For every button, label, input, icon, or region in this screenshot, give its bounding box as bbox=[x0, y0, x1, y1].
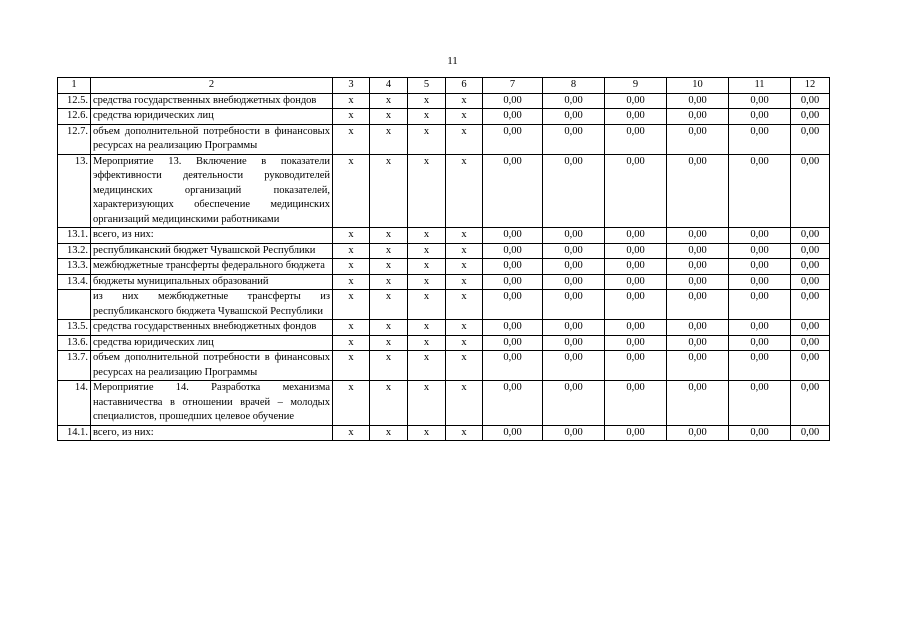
row-number: 12.5. bbox=[58, 93, 91, 109]
code-cell: х bbox=[333, 320, 370, 336]
value-cell: 0,00 bbox=[483, 335, 543, 351]
code-cell: х bbox=[408, 154, 446, 228]
row-description: средства государственных внебюджетных фондов bbox=[91, 93, 333, 109]
value-cell: 0,00 bbox=[791, 259, 830, 275]
value-cell: 0,00 bbox=[729, 228, 791, 244]
code-cell: х bbox=[370, 259, 408, 275]
value-cell: 0,00 bbox=[483, 228, 543, 244]
code-cell: х bbox=[408, 335, 446, 351]
code-cell: х bbox=[370, 93, 408, 109]
value-cell: 0,00 bbox=[483, 274, 543, 290]
code-cell: х bbox=[446, 274, 483, 290]
value-cell: 0,00 bbox=[483, 124, 543, 154]
value-cell: 0,00 bbox=[605, 93, 667, 109]
code-cell: х bbox=[370, 228, 408, 244]
value-cell: 0,00 bbox=[483, 243, 543, 259]
row-description: Мероприятие 13. Включение в показатели эффективности деятельности руководителей медицинских организаций показателей, характеризующих обеспечение медицинских организаций медицинскими работниками bbox=[91, 154, 333, 228]
column-header: 5 bbox=[408, 78, 446, 94]
code-cell: х bbox=[370, 109, 408, 125]
table-row bbox=[58, 124, 830, 154]
value-cell: 0,00 bbox=[543, 381, 605, 426]
value-cell: 0,00 bbox=[729, 109, 791, 125]
code-cell: х bbox=[370, 290, 408, 320]
code-cell: х bbox=[370, 425, 408, 441]
header-row bbox=[58, 78, 830, 94]
value-cell: 0,00 bbox=[729, 290, 791, 320]
code-cell: х bbox=[370, 154, 408, 228]
column-header: 12 bbox=[791, 78, 830, 94]
column-header: 3 bbox=[333, 78, 370, 94]
column-header: 9 bbox=[605, 78, 667, 94]
code-cell: х bbox=[446, 425, 483, 441]
code-cell: х bbox=[446, 154, 483, 228]
value-cell: 0,00 bbox=[791, 93, 830, 109]
row-description: объем дополнительной потребности в финансовых ресурсах на реализацию Программы bbox=[91, 124, 333, 154]
code-cell: х bbox=[408, 109, 446, 125]
code-cell: х bbox=[446, 351, 483, 381]
value-cell: 0,00 bbox=[483, 109, 543, 125]
value-cell: 0,00 bbox=[729, 381, 791, 426]
value-cell: 0,00 bbox=[483, 93, 543, 109]
value-cell: 0,00 bbox=[543, 154, 605, 228]
value-cell: 0,00 bbox=[729, 335, 791, 351]
code-cell: х bbox=[408, 381, 446, 426]
code-cell: х bbox=[333, 228, 370, 244]
table-row bbox=[58, 274, 830, 290]
value-cell: 0,00 bbox=[483, 381, 543, 426]
value-cell: 0,00 bbox=[605, 109, 667, 125]
value-cell: 0,00 bbox=[543, 109, 605, 125]
value-cell: 0,00 bbox=[605, 351, 667, 381]
value-cell: 0,00 bbox=[667, 351, 729, 381]
code-cell: х bbox=[333, 351, 370, 381]
table-row bbox=[58, 259, 830, 275]
code-cell: х bbox=[333, 109, 370, 125]
value-cell: 0,00 bbox=[729, 351, 791, 381]
code-cell: х bbox=[446, 124, 483, 154]
row-number: 14.1. bbox=[58, 425, 91, 441]
value-cell: 0,00 bbox=[667, 425, 729, 441]
code-cell: х bbox=[446, 109, 483, 125]
page-number: 11 bbox=[447, 55, 458, 67]
value-cell: 0,00 bbox=[543, 274, 605, 290]
row-number: 13.2. bbox=[58, 243, 91, 259]
value-cell: 0,00 bbox=[667, 124, 729, 154]
code-cell: х bbox=[333, 243, 370, 259]
value-cell: 0,00 bbox=[791, 124, 830, 154]
column-header: 6 bbox=[446, 78, 483, 94]
value-cell: 0,00 bbox=[791, 335, 830, 351]
value-cell: 0,00 bbox=[605, 274, 667, 290]
row-number: 12.7. bbox=[58, 124, 91, 154]
code-cell: х bbox=[446, 243, 483, 259]
table-row bbox=[58, 320, 830, 336]
column-header: 11 bbox=[729, 78, 791, 94]
value-cell: 0,00 bbox=[667, 335, 729, 351]
table-row bbox=[58, 335, 830, 351]
code-cell: х bbox=[333, 425, 370, 441]
column-header: 10 bbox=[667, 78, 729, 94]
code-cell: х bbox=[446, 320, 483, 336]
code-cell: х bbox=[408, 228, 446, 244]
column-header: 7 bbox=[483, 78, 543, 94]
row-number: 13.3. bbox=[58, 259, 91, 275]
column-header: 2 bbox=[91, 78, 333, 94]
value-cell: 0,00 bbox=[543, 243, 605, 259]
value-cell: 0,00 bbox=[483, 290, 543, 320]
value-cell: 0,00 bbox=[791, 243, 830, 259]
value-cell: 0,00 bbox=[483, 259, 543, 275]
row-description: Мероприятие 14. Разработка механизма наставничества в отношении врачей – молодых специалистов, прошедших целевое обучение bbox=[91, 381, 333, 426]
value-cell: 0,00 bbox=[605, 335, 667, 351]
code-cell: х bbox=[408, 259, 446, 275]
value-cell: 0,00 bbox=[791, 381, 830, 426]
value-cell: 0,00 bbox=[483, 320, 543, 336]
table-row bbox=[58, 351, 830, 381]
value-cell: 0,00 bbox=[791, 228, 830, 244]
value-cell: 0,00 bbox=[605, 425, 667, 441]
code-cell: х bbox=[333, 381, 370, 426]
code-cell: х bbox=[333, 290, 370, 320]
row-number: 13. bbox=[58, 154, 91, 228]
code-cell: х bbox=[370, 243, 408, 259]
row-description: объем дополнительной потребности в финансовых ресурсах на реализацию Программы bbox=[91, 351, 333, 381]
value-cell: 0,00 bbox=[543, 290, 605, 320]
code-cell: х bbox=[446, 259, 483, 275]
code-cell: х bbox=[333, 274, 370, 290]
row-number: 13.5. bbox=[58, 320, 91, 336]
value-cell: 0,00 bbox=[667, 243, 729, 259]
value-cell: 0,00 bbox=[605, 243, 667, 259]
value-cell: 0,00 bbox=[791, 290, 830, 320]
value-cell: 0,00 bbox=[791, 351, 830, 381]
value-cell: 0,00 bbox=[605, 154, 667, 228]
value-cell: 0,00 bbox=[605, 228, 667, 244]
value-cell: 0,00 bbox=[667, 290, 729, 320]
code-cell: х bbox=[370, 351, 408, 381]
value-cell: 0,00 bbox=[791, 320, 830, 336]
value-cell: 0,00 bbox=[543, 351, 605, 381]
value-cell: 0,00 bbox=[605, 381, 667, 426]
value-cell: 0,00 bbox=[667, 320, 729, 336]
column-header: 8 bbox=[543, 78, 605, 94]
table-row bbox=[58, 154, 830, 228]
value-cell: 0,00 bbox=[543, 335, 605, 351]
value-cell: 0,00 bbox=[667, 154, 729, 228]
code-cell: х bbox=[370, 274, 408, 290]
code-cell: х bbox=[333, 335, 370, 351]
value-cell: 0,00 bbox=[483, 351, 543, 381]
value-cell: 0,00 bbox=[667, 381, 729, 426]
row-number: 13.1. bbox=[58, 228, 91, 244]
row-description: средства государственных внебюджетных фондов bbox=[91, 320, 333, 336]
code-cell: х bbox=[370, 381, 408, 426]
code-cell: х bbox=[370, 124, 408, 154]
table-row bbox=[58, 425, 830, 441]
row-number: 12.6. bbox=[58, 109, 91, 125]
value-cell: 0,00 bbox=[791, 154, 830, 228]
code-cell: х bbox=[333, 93, 370, 109]
table-row bbox=[58, 290, 830, 320]
budget-table bbox=[57, 77, 830, 441]
code-cell: х bbox=[408, 124, 446, 154]
table-row bbox=[58, 243, 830, 259]
row-number: 13.7. bbox=[58, 351, 91, 381]
code-cell: х bbox=[408, 243, 446, 259]
code-cell: х bbox=[446, 290, 483, 320]
value-cell: 0,00 bbox=[729, 274, 791, 290]
row-description: межбюджетные трансферты федерального бюджета bbox=[91, 259, 333, 275]
value-cell: 0,00 bbox=[729, 93, 791, 109]
value-cell: 0,00 bbox=[543, 228, 605, 244]
value-cell: 0,00 bbox=[483, 154, 543, 228]
value-cell: 0,00 bbox=[543, 320, 605, 336]
code-cell: х bbox=[370, 335, 408, 351]
table-row bbox=[58, 93, 830, 109]
value-cell: 0,00 bbox=[729, 124, 791, 154]
value-cell: 0,00 bbox=[791, 425, 830, 441]
code-cell: х bbox=[446, 381, 483, 426]
value-cell: 0,00 bbox=[667, 274, 729, 290]
row-description: всего, из них: bbox=[91, 228, 333, 244]
code-cell: х bbox=[333, 259, 370, 275]
row-description: всего, из них: bbox=[91, 425, 333, 441]
table-row bbox=[58, 381, 830, 426]
value-cell: 0,00 bbox=[729, 425, 791, 441]
code-cell: х bbox=[333, 124, 370, 154]
row-description: средства юридических лиц bbox=[91, 335, 333, 351]
table-row bbox=[58, 228, 830, 244]
code-cell: х bbox=[408, 351, 446, 381]
value-cell: 0,00 bbox=[667, 228, 729, 244]
code-cell: х bbox=[408, 93, 446, 109]
value-cell: 0,00 bbox=[543, 93, 605, 109]
value-cell: 0,00 bbox=[729, 243, 791, 259]
code-cell: х bbox=[408, 425, 446, 441]
row-number: 14. bbox=[58, 381, 91, 426]
row-description: из них межбюджетные трансферты из республиканского бюджета Чувашской Республики bbox=[91, 290, 333, 320]
row-number: 13.6. bbox=[58, 335, 91, 351]
value-cell: 0,00 bbox=[729, 259, 791, 275]
row-number: 13.4. bbox=[58, 274, 91, 290]
code-cell: х bbox=[408, 290, 446, 320]
value-cell: 0,00 bbox=[605, 259, 667, 275]
value-cell: 0,00 bbox=[667, 109, 729, 125]
value-cell: 0,00 bbox=[605, 124, 667, 154]
code-cell: х bbox=[370, 320, 408, 336]
column-header: 4 bbox=[370, 78, 408, 94]
row-description: бюджеты муниципальных образований bbox=[91, 274, 333, 290]
value-cell: 0,00 bbox=[605, 320, 667, 336]
code-cell: х bbox=[408, 274, 446, 290]
value-cell: 0,00 bbox=[791, 274, 830, 290]
value-cell: 0,00 bbox=[543, 259, 605, 275]
value-cell: 0,00 bbox=[483, 425, 543, 441]
value-cell: 0,00 bbox=[667, 93, 729, 109]
column-header: 1 bbox=[58, 78, 91, 94]
code-cell: х bbox=[408, 320, 446, 336]
code-cell: х bbox=[446, 93, 483, 109]
value-cell: 0,00 bbox=[543, 425, 605, 441]
value-cell: 0,00 bbox=[791, 109, 830, 125]
code-cell: х bbox=[333, 154, 370, 228]
value-cell: 0,00 bbox=[605, 290, 667, 320]
value-cell: 0,00 bbox=[667, 259, 729, 275]
row-description: республиканский бюджет Чувашской Республики bbox=[91, 243, 333, 259]
value-cell: 0,00 bbox=[543, 124, 605, 154]
value-cell: 0,00 bbox=[729, 320, 791, 336]
code-cell: х bbox=[446, 335, 483, 351]
code-cell: х bbox=[446, 228, 483, 244]
table-row bbox=[58, 109, 830, 125]
row-number bbox=[58, 290, 91, 320]
row-description: средства юридических лиц bbox=[91, 109, 333, 125]
value-cell: 0,00 bbox=[729, 154, 791, 228]
